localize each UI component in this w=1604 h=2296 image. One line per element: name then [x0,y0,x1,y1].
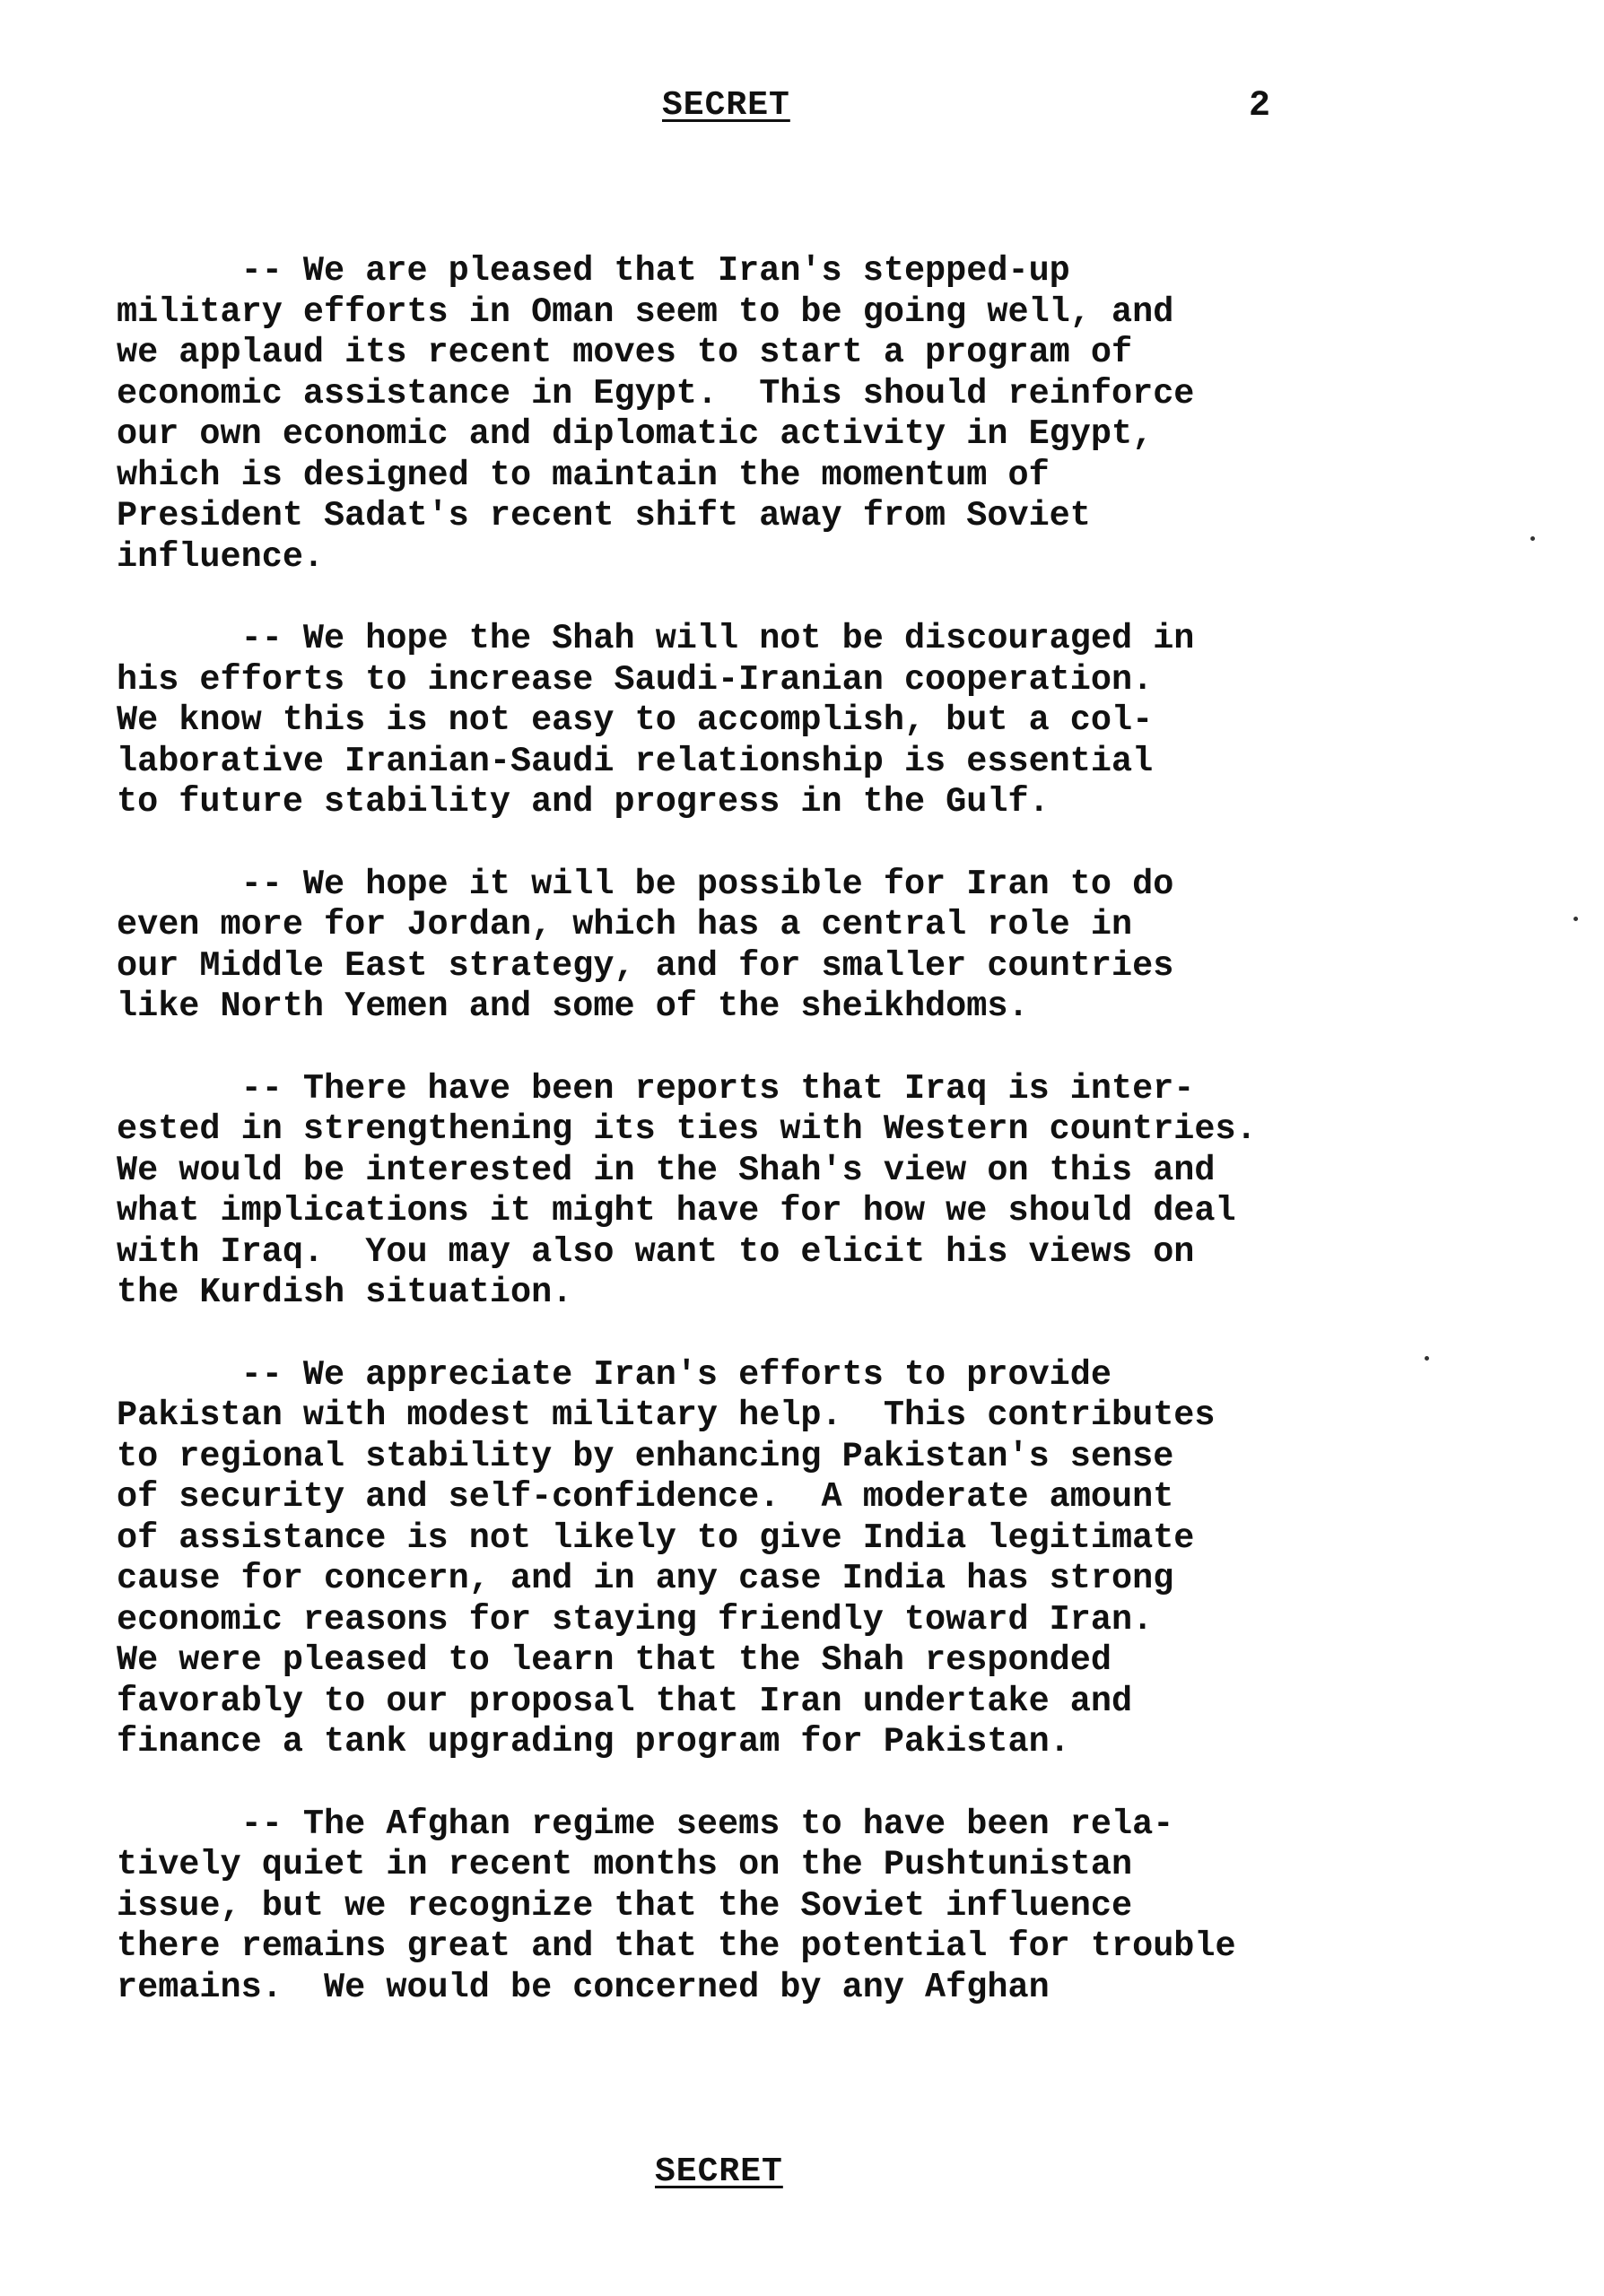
text-line: his efforts to increase Saudi-Iranian cooperation. [117,659,1154,700]
text-line: -- The Afghan regime seems to have been rela- [117,1804,1174,1844]
text-line: favorably to our proposal that Iran undertake and [117,1681,1133,1721]
paragraph-saudi-iranian [117,619,1480,823]
scan-speck [1530,536,1535,541]
text-line: laborative Iranian-Saudi relationship is essential [117,741,1154,781]
text-line: Pakistan with modest military help. This contributes [117,1396,1216,1435]
text-line: even more for Jordan, which has a central role in [117,905,1133,944]
scan-speck [1425,1356,1429,1361]
text-line: -- We are pleased that Iran's stepped-up [117,251,1070,291]
text-line: influence. [117,536,325,577]
text-line: President Sadat's recent shift away from Soviet [117,496,1091,535]
text-line: -- We hope the Shah will not be discouraged in [117,619,1195,658]
text-line: We were pleased to learn that the Shah responded [117,1640,1111,1680]
text-line: our Middle East strategy, and for smaller countries [117,945,1174,986]
text-line: our own economic and diplomatic activity in Egypt, [117,414,1154,454]
text-line: with Iraq. You may also want to elicit his views on [117,1231,1195,1272]
paragraph-pakistan [117,1355,1480,1763]
text-line: like North Yemen and some of the sheikhdoms. [117,987,1029,1026]
body-text [117,251,1480,2049]
text-line: we applaud its recent moves to start a program of [117,333,1133,372]
text-line: issue, but we recognize that the Soviet influence [117,1885,1133,1926]
text-line: finance a tank upgrading program for Pakistan. [117,1722,1070,1761]
text-line: the Kurdish situation. [117,1273,573,1312]
paragraph-egypt-oman [117,251,1480,578]
text-line: -- We appreciate Iran's efforts to provide [117,1354,1111,1395]
text-line: military efforts in Oman seem to be going well, and [117,291,1174,332]
text-line: what implications it might have for how we should deal [117,1191,1236,1231]
text-line: We know this is not easy to accomplish, but a col- [117,700,1154,740]
text-line: economic assistance in Egypt. This should reinforce [117,373,1195,413]
scan-speck [1573,917,1578,921]
text-line: tively quiet in recent months on the Pushtunistan [117,1845,1133,1884]
text-line: economic reasons for staying friendly toward Iran. [117,1599,1154,1639]
text-line: -- We hope it will be possible for Iran to do [117,864,1174,904]
text-line: cause for concern, and in any case India has strong [117,1559,1174,1598]
paragraph-afghanistan [117,1805,1480,2009]
text-line: of assistance is not likely to give India legitimate [117,1518,1195,1558]
text-line: -- There have been reports that Iraq is inter- [117,1068,1195,1109]
paragraph-iraq [117,1069,1480,1314]
header-classification: SECRET [662,86,790,125]
text-line: remains. We would be concerned by any Afghan [117,1967,1050,2007]
page-number: 2 [1249,86,1271,126]
text-line: of security and self-confidence. A moderate amount [117,1477,1174,1517]
text-line: to future stability and progress in the Gulf. [117,782,1050,822]
text-line: ested in strengthening its ties with Western countries. [117,1109,1257,1149]
text-line: which is designed to maintain the momentum of [117,455,1050,495]
text-line: there remains great and that the potential for trouble [117,1926,1236,1966]
paragraph-jordan [117,865,1480,1028]
footer-classification: SECRET [655,2152,783,2191]
text-line: We would be interested in the Shah's view on this and [117,1150,1216,1190]
text-line: to regional stability by enhancing Pakistan's sense [117,1436,1174,1476]
